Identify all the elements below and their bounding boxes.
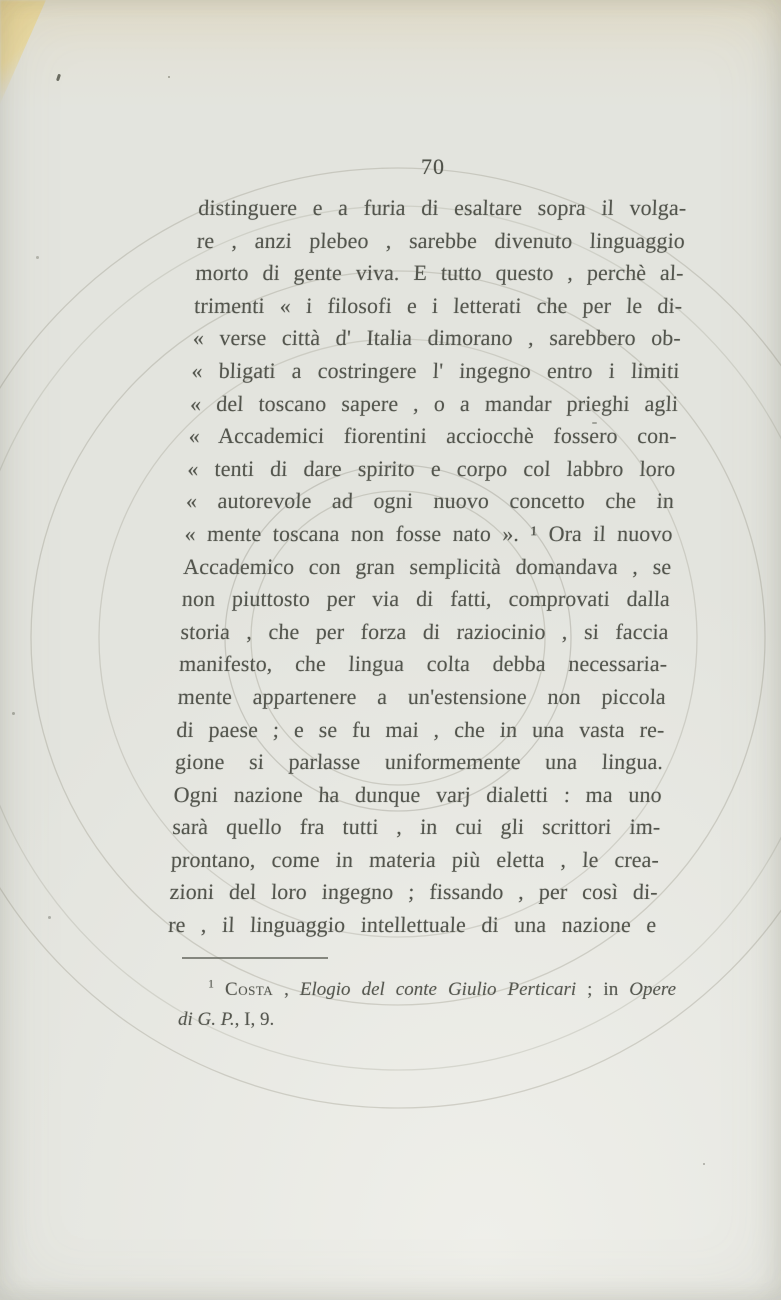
paper-speck xyxy=(168,76,170,78)
text-line: « Accademici fiorentini acciocchè fossero con- xyxy=(188,423,678,449)
page-number: 70 xyxy=(421,154,445,179)
footnote-separator xyxy=(182,957,328,959)
footnote-line xyxy=(178,1005,676,1035)
text-line: prontano, come in materia più eletta , le crea- xyxy=(170,846,660,872)
body-text xyxy=(168,192,687,942)
paper-speck xyxy=(12,712,15,715)
footnote xyxy=(178,975,676,1035)
paper-speck xyxy=(56,74,61,82)
footnote-author: Costa xyxy=(225,979,274,1000)
footnote-line xyxy=(178,975,676,1005)
footnote-title: Elogio del conte Giulio Perticari xyxy=(299,979,577,1000)
paper-speck xyxy=(36,256,39,259)
footnote-work-continued: di G. P. xyxy=(178,1009,235,1030)
footnote-work: Opere xyxy=(629,979,677,1000)
page-corner-stain xyxy=(0,0,46,104)
text-line: « del toscano sapere , o a mandar prieghi agli xyxy=(189,390,679,416)
footnote-text: , I, 9. xyxy=(234,1009,275,1030)
paper-speck xyxy=(48,916,51,919)
paper-speck xyxy=(703,1163,705,1165)
text-line: « autorevole ad ogni nuovo concetto che in xyxy=(185,488,675,514)
footnote-text: , xyxy=(273,979,300,1000)
footnote-marker: 1 xyxy=(208,976,214,991)
text-line: non piuttosto per via di fatti, comprovati dalla xyxy=(181,586,671,612)
text-line: « tenti di dare spirito e corpo col labbro loro xyxy=(186,455,676,481)
text-line: morto di gente viva. E tutto questo , perchè al- xyxy=(195,260,685,286)
text-line: di paese ; e se fu mai , che in una vasta re- xyxy=(175,716,666,742)
text-line: storia , che per forza di raziocinio , si faccia xyxy=(180,618,670,644)
text-line: gione si parlasse uniformemente una lingua. xyxy=(174,749,664,775)
text-line: Ogni nazione ha dunque varj dialetti : ma uno xyxy=(173,781,663,807)
text-line: trimenti « i filosofi e i letterati che per le di- xyxy=(193,292,683,318)
text-line: « mente toscana non fosse nato ». ¹ Ora il nuovo xyxy=(184,520,674,546)
text-line: sarà quello fra tutti , in cui gli scrittori im- xyxy=(171,814,661,840)
text-line: « verse città d' Italia dimorano , sarebbero ob- xyxy=(192,325,682,351)
text-line: re , il linguaggio intellettuale di una nazione e xyxy=(167,912,657,938)
text-line: zioni del loro ingegno ; fissando , per così di- xyxy=(169,879,659,905)
text-line: re , anzi plebeo , sarebbe divenuto linguaggio xyxy=(196,227,686,253)
text-line: distinguere e a furia di esaltare sopra il volga- xyxy=(197,195,687,220)
text-line: « bligati a costringere l' ingegno entro i limiti xyxy=(190,357,681,383)
text-line: mente appartenere a un'estensione non piccola xyxy=(177,683,667,709)
text-line: manifesto, che lingua colta debba necessaria- xyxy=(178,651,668,677)
text-line: Accademico con gran semplicità domandava , se xyxy=(182,553,672,579)
footnote-text: ; in xyxy=(576,979,630,1000)
